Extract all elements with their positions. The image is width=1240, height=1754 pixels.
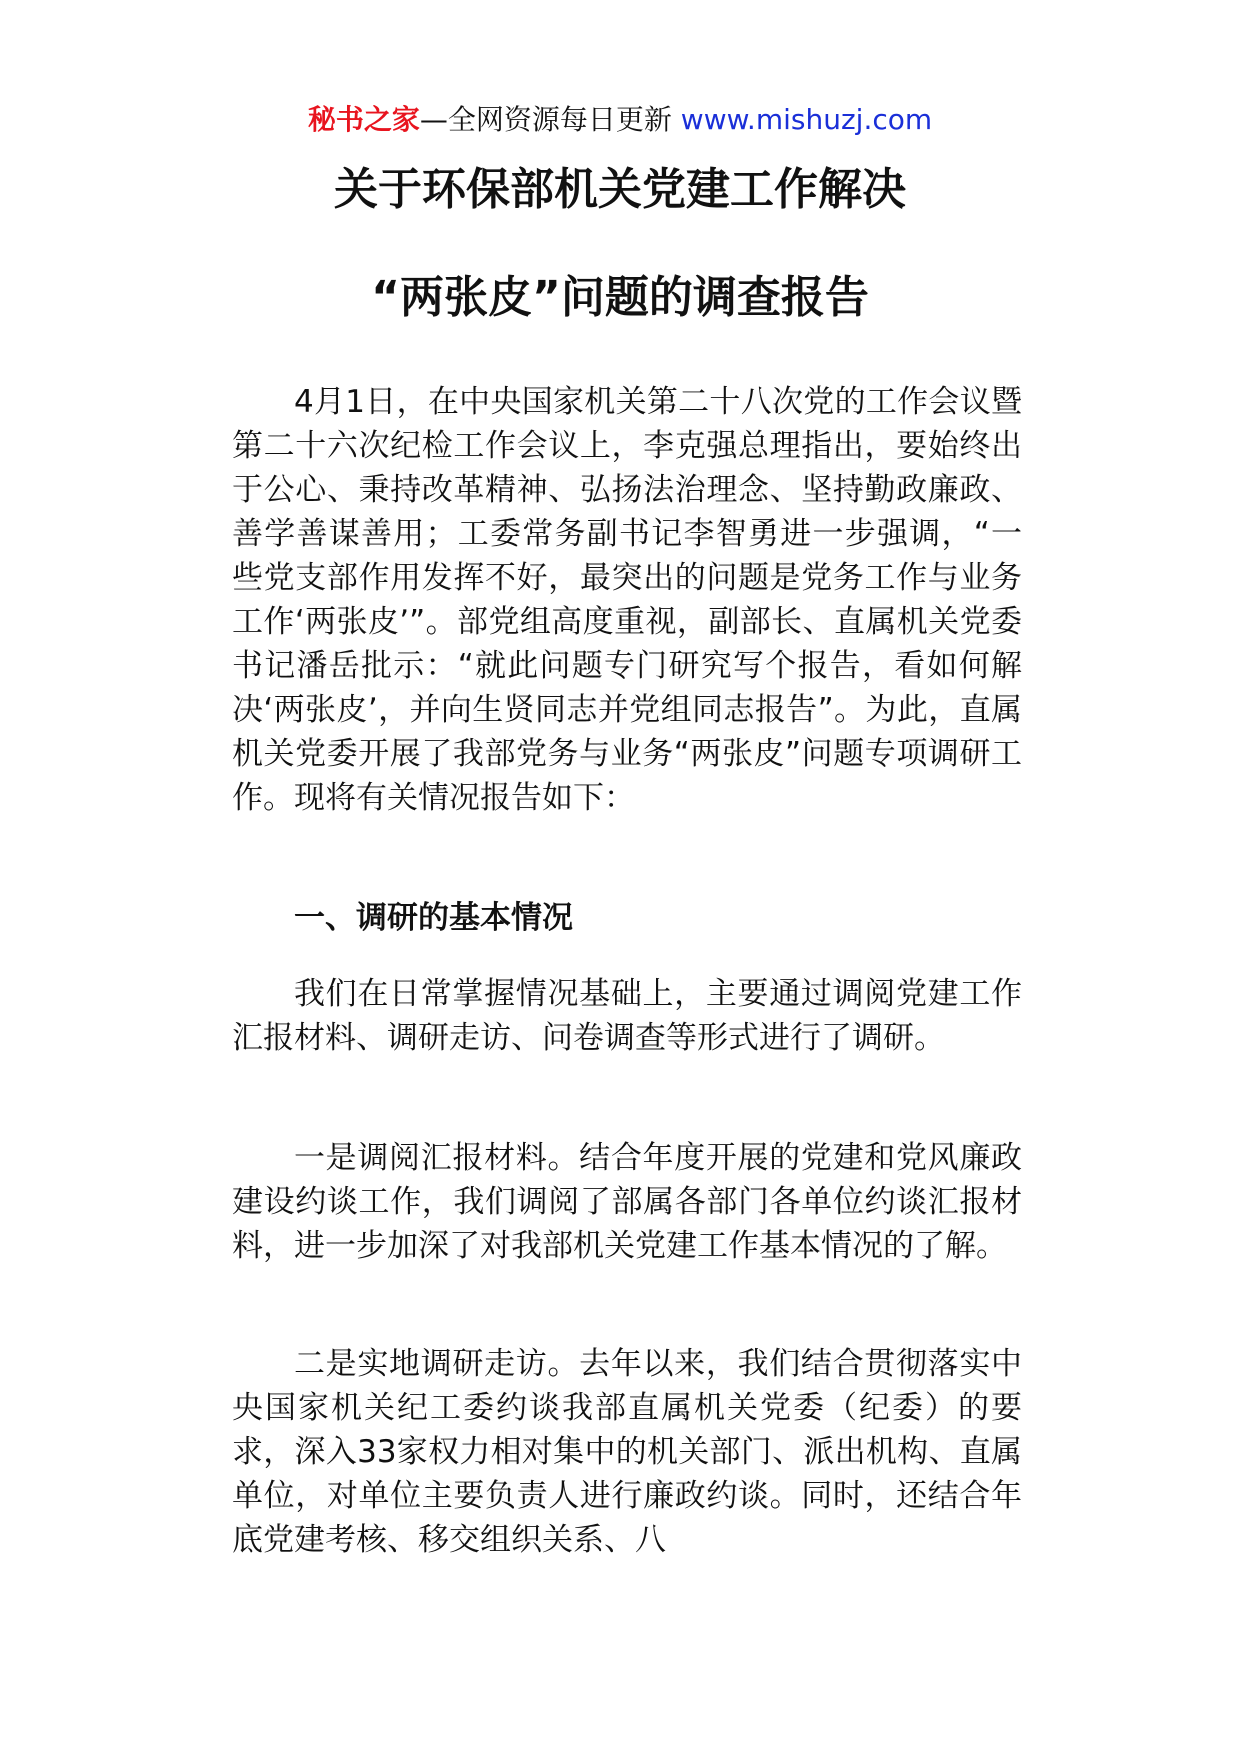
- document-title-line-2: “两张皮”问题的调查报告: [371, 272, 869, 323]
- site-header: [0, 100, 1240, 140]
- document-title-line-1: 关于环保部机关党建工作解决: [334, 164, 906, 215]
- item-1-paragraph: 一是调阅汇报材料。结合年度开展的党建和党风廉政建设约谈工作，我们调阅了部属各部门各单位约谈汇报材料，进一步加深了对我部机关党建工作基本情况的了解。: [232, 1140, 1022, 1264]
- site-tagline: —全网资源每日更新: [419, 103, 672, 136]
- section-heading-1: 一、调研的基本情况: [294, 900, 573, 936]
- section-1-intro-paragraph: 我们在日常掌握情况基础上，主要通过调阅党建工作汇报材料、调研走访、问卷调查等形式进行了调研。: [232, 976, 1022, 1056]
- intro-paragraph: 4月1日，在中央国家机关第二十八次党的工作会议暨第二十六次纪检工作会议上，李克强总理指出，要始终出于公心、秉持改革精神、弘扬法治理念、坚持勤政廉政、善学善谋善用；工委常务副书记李智勇进一步强调，“一些党支部作用发挥不好，最突出的问题是党务工作与业务工作‘两张皮’”。部党组高度重视，副部长、直属机关党委书记潘岳批示：“就此问题专门研究写个报告，看如何解决‘两张皮’，并向生贤同志并党组同志报告”。为此，直属机关党委开展了我部党务与业务“两张皮”问题专项调研工作。现将有关情况报告如下：: [232, 384, 1022, 816]
- site-url-link[interactable]: www.mishuzj.com: [680, 103, 933, 136]
- site-brand: 秘书之家: [307, 103, 420, 136]
- item-2-paragraph: 二是实地调研走访。去年以来，我们结合贯彻落实中央国家机关纪工委约谈我部直属机关党委（纪委）的要求，深入33家权力相对集中的机关部门、派出机构、直属单位，对单位主要负责人进行廉政约谈。同时，还结合年底党建考核、移交组织关系、八: [232, 1346, 1022, 1558]
